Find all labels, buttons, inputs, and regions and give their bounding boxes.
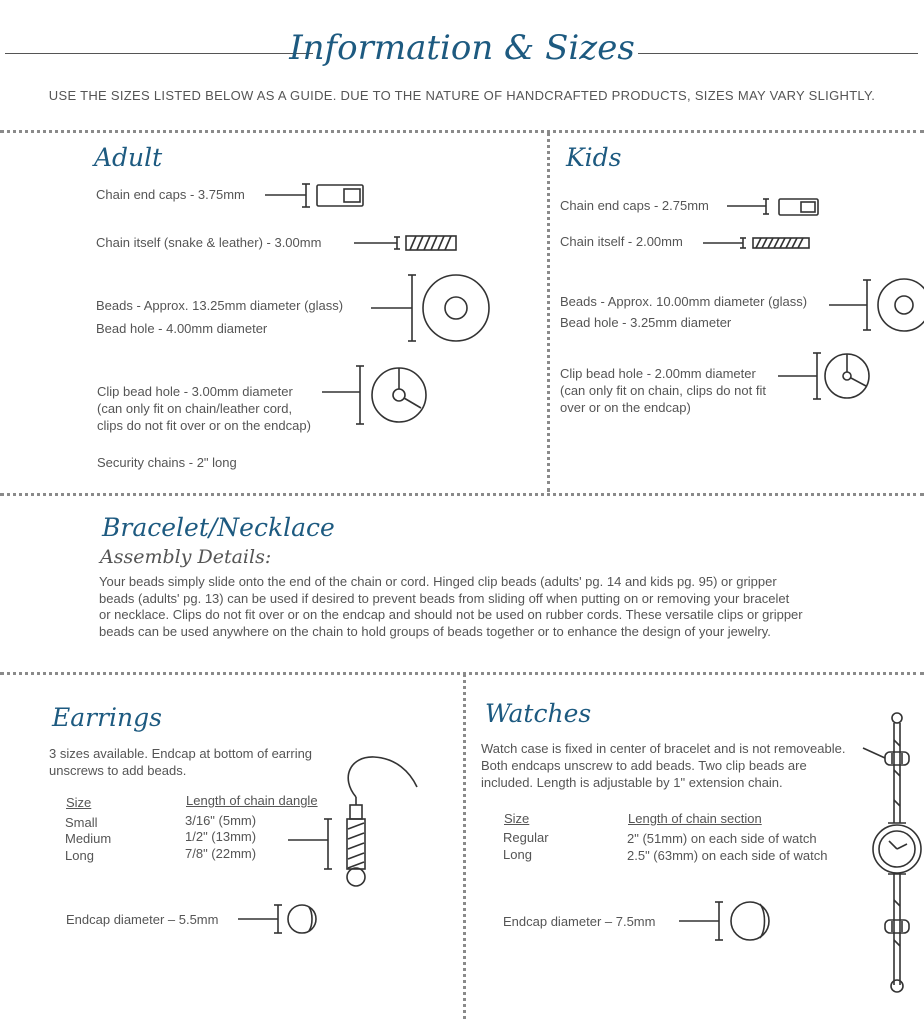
kids-chain: Chain itself - 2.00mm <box>560 234 683 249</box>
kids-title: Kids <box>566 143 622 172</box>
watches-col-length: Length of chain section <box>628 811 762 826</box>
earrings-len-medium: 1/2" (13mm) <box>185 829 257 844</box>
earrings-size-medium: Medium <box>65 831 112 846</box>
watches-desc-3: included. Length is adjustable by 1" extension chain. <box>481 775 783 790</box>
bracelet-line-3: or necklace. Clips do not fit over or on the endcap and should not be used on rubber cords. These versatile clips or gripper <box>99 607 803 622</box>
watches-len-long: 2.5" (63mm) on each side of watch <box>627 848 828 863</box>
watch-icon <box>863 713 921 992</box>
earrings-size-small: Small <box>65 815 98 830</box>
kids-bead-hole: Bead hole - 3.25mm diameter <box>560 315 732 330</box>
adult-title: Adult <box>94 143 163 172</box>
earrings-len-small: 3/16" (5mm) <box>185 813 257 828</box>
watches-size-long: Long <box>503 847 532 862</box>
page-subtitle: USE THE SIZES LISTED BELOW AS A GUIDE. DUE TO THE NATURE OF HANDCRAFTED PRODUCTS, SIZES MAY VARY SLIGHTLY. <box>48 88 876 103</box>
kids-beads: Beads - Approx. 10.00mm diameter (glass) <box>560 294 808 309</box>
adult-beads: Beads - Approx. 13.25mm diameter (glass) <box>96 298 344 313</box>
bracelet-line-4: beads can be used anywhere on the chain to hold groups of beads together or to enhance the design of your jewelry. <box>99 624 771 639</box>
earrings-col-size: Size <box>66 795 92 810</box>
watches-desc-1: Watch case is fixed in center of bracelet and is not removeable. <box>481 741 846 756</box>
kids-end-cap-icon <box>727 199 818 215</box>
adult-clip-1: Clip bead hole - 3.00mm diameter <box>97 384 293 399</box>
watch-endcap-icon <box>679 902 769 940</box>
kids-clip-3: over or on the endcap) <box>560 400 691 415</box>
bracelet-line-2: beads (adults' pg. 13) can be used if desired to prevent beads from sliding off when putting on or removing your bracelet <box>99 591 790 606</box>
watches-size-regular: Regular <box>503 830 549 845</box>
earring-icon <box>288 757 417 886</box>
earrings-endcap: Endcap diameter – 5.5mm <box>66 912 219 927</box>
kids-clip-1: Clip bead hole - 2.00mm diameter <box>560 366 756 381</box>
watches-col-size: Size <box>504 811 530 826</box>
adult-chain: Chain itself (snake & leather) - 3.00mm <box>96 235 322 250</box>
watches-desc-2: Both endcaps unscrew to add beads. Two clip beads are <box>481 758 807 773</box>
earrings-col-length: Length of chain dangle <box>186 793 318 808</box>
bracelet-title: Bracelet/Necklace <box>102 513 335 542</box>
adult-end-cap-icon <box>265 184 363 207</box>
bracelet-line-1: Your beads simply slide onto the end of the chain or cord. Hinged clip beads (adults' pg. 14 and kids pg. 95) or gripper <box>99 574 777 589</box>
earrings-size-long: Long <box>65 848 94 863</box>
earrings-desc-2: unscrews to add beads. <box>49 763 187 778</box>
earrings-desc-1: 3 sizes available. Endcap at bottom of earring <box>49 746 313 761</box>
kids-clip-2: (can only fit on chain, clips do not fit <box>560 383 766 398</box>
adult-end-caps: Chain end caps - 3.75mm <box>96 187 245 202</box>
adult-bead-icon <box>371 275 489 341</box>
adult-bead-hole: Bead hole - 4.00mm diameter <box>96 321 268 336</box>
earring-endcap-icon <box>238 905 316 933</box>
adult-security: Security chains - 2" long <box>97 455 237 470</box>
kids-bead-icon <box>829 279 924 331</box>
kids-chain-icon <box>703 238 809 248</box>
earrings-len-long: 7/8" (22mm) <box>185 846 257 861</box>
adult-chain-icon <box>354 236 456 250</box>
page-title: Information & Sizes <box>289 28 635 68</box>
earrings-title: Earrings <box>52 703 162 732</box>
adult-clip-3: clips do not fit over or on the endcap) <box>97 418 311 433</box>
bracelet-subtitle: Assembly Details: <box>100 546 272 568</box>
kids-end-caps: Chain end caps - 2.75mm <box>560 198 709 213</box>
kids-clip-bead-icon <box>778 353 869 399</box>
watches-title: Watches <box>485 699 592 728</box>
watches-len-regular: 2" (51mm) on each side of watch <box>627 831 817 846</box>
adult-clip-bead-icon <box>322 366 426 424</box>
watches-endcap: Endcap diameter – 7.5mm <box>503 914 656 929</box>
adult-clip-2: (can only fit on chain/leather cord, <box>97 401 293 416</box>
